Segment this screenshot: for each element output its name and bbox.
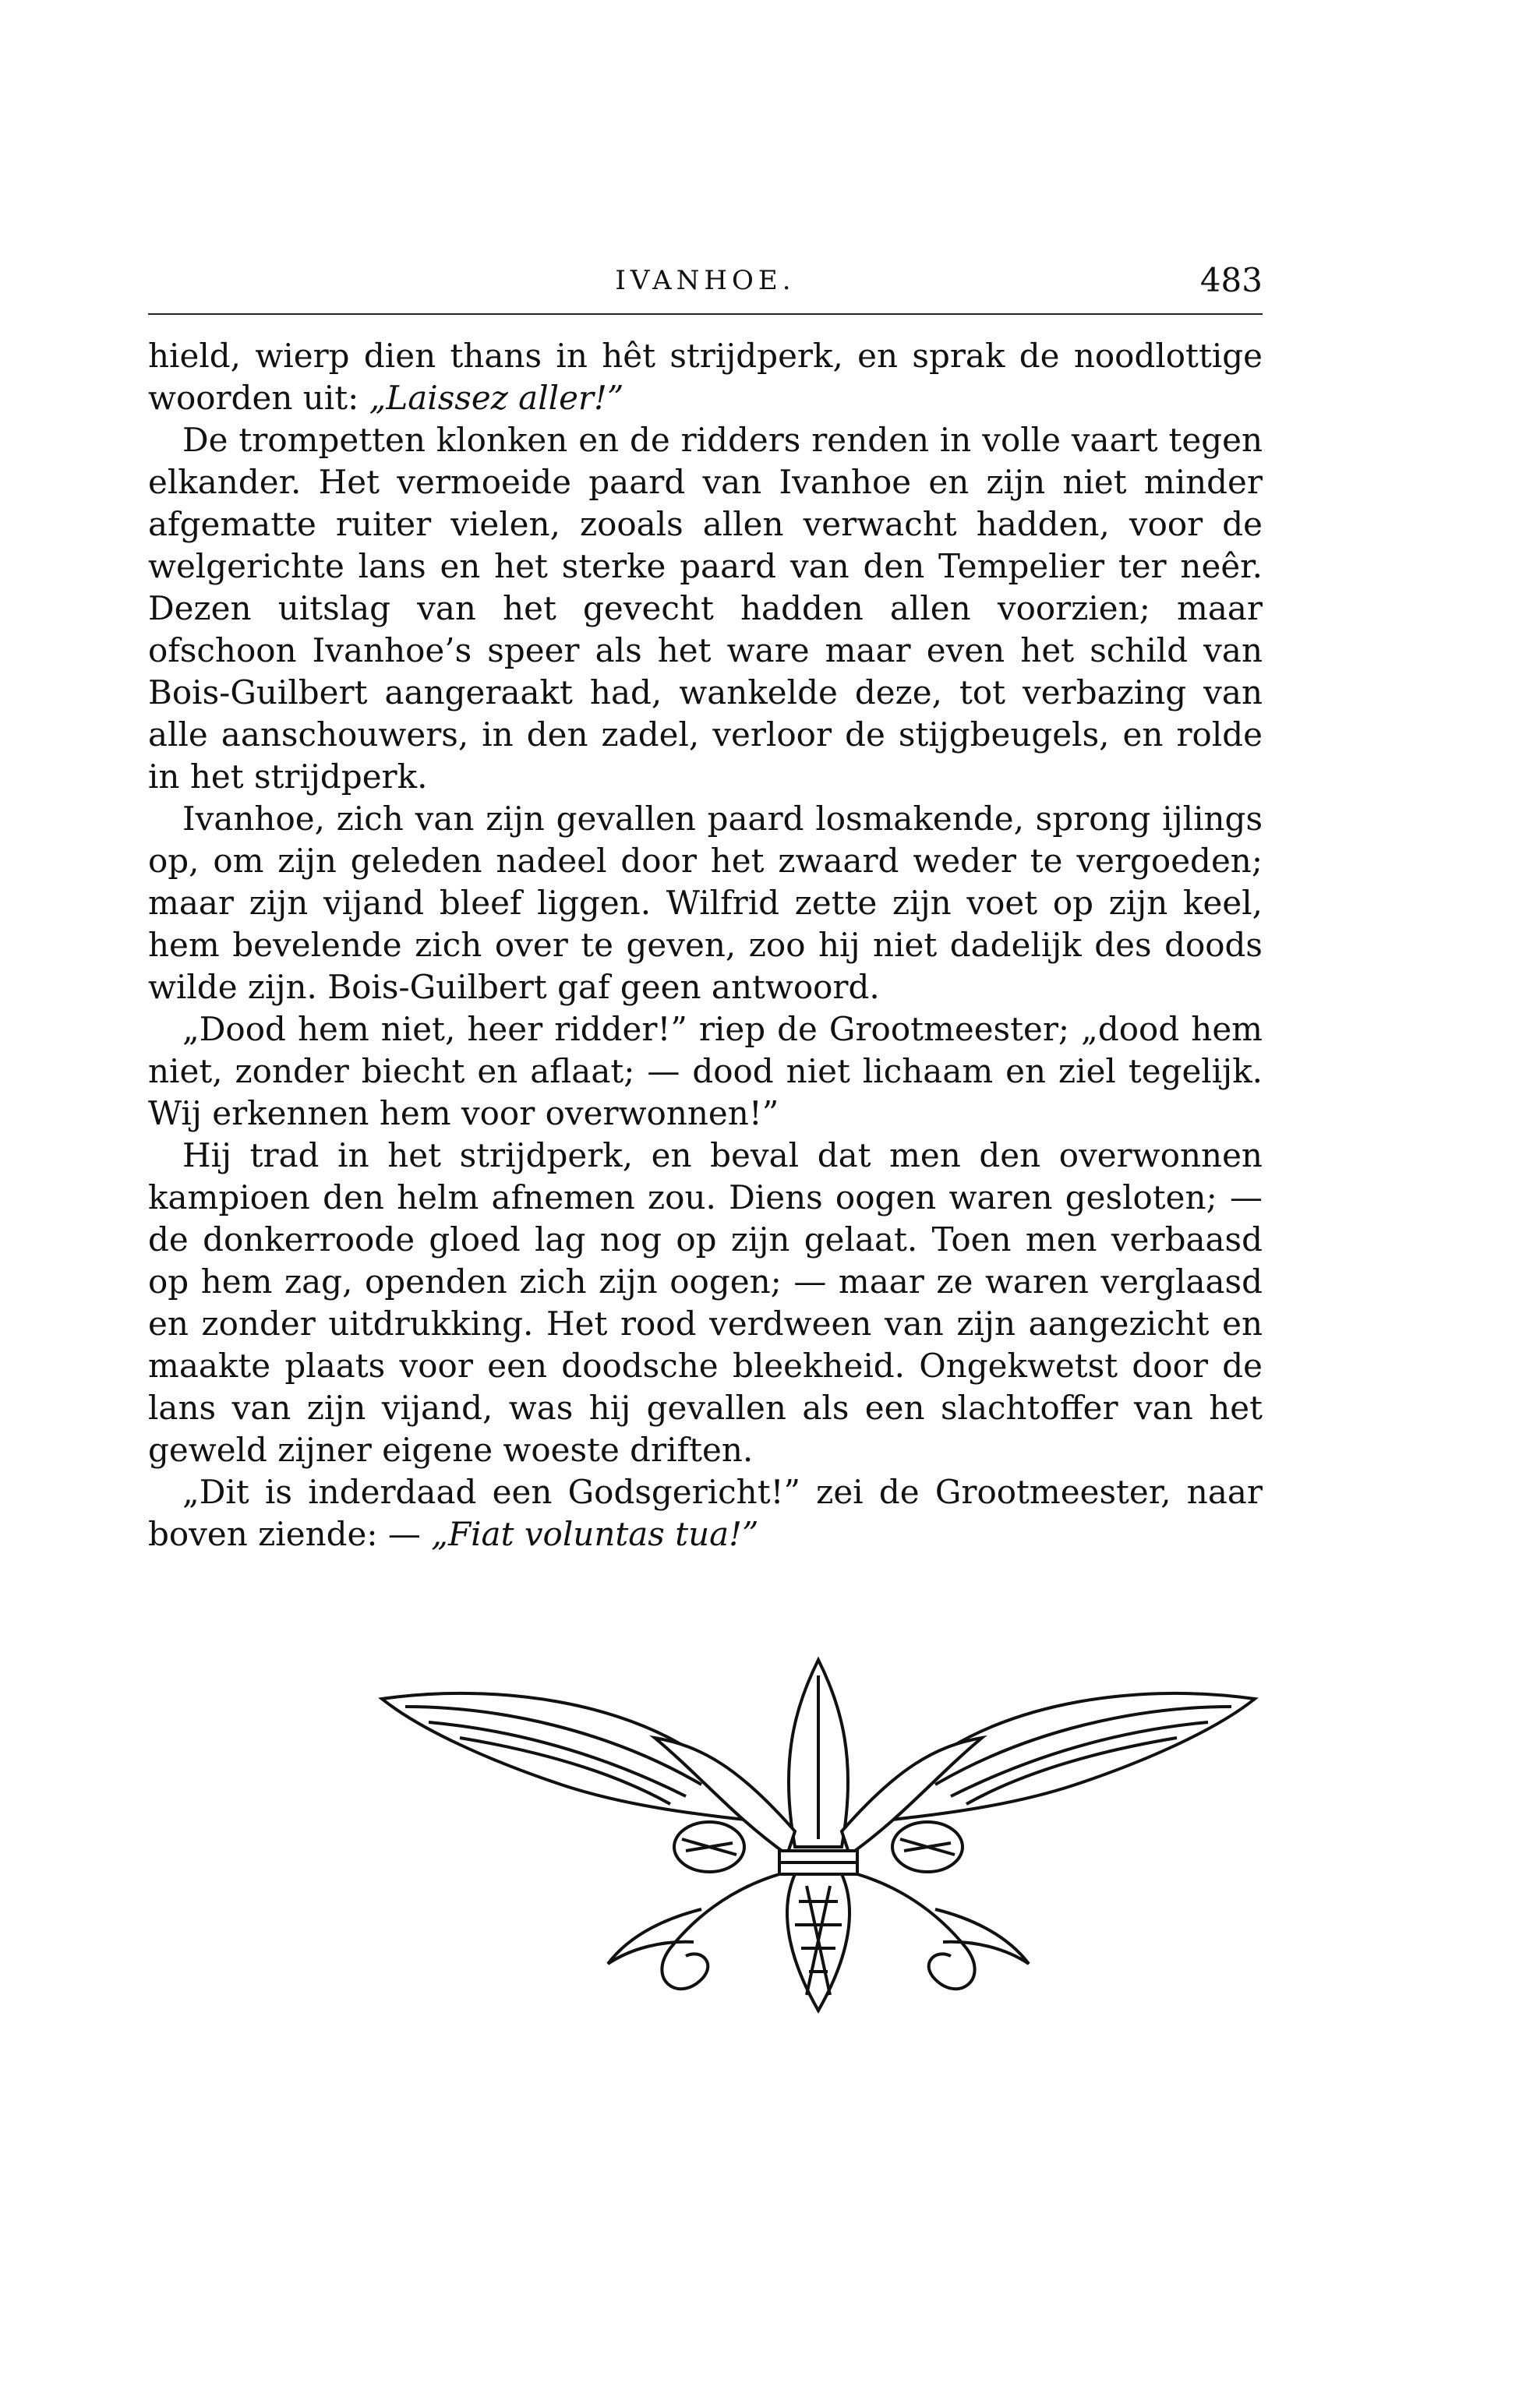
- paragraph: [148, 335, 1263, 419]
- paragraph: „Dood hem niet, heer ridder!” riep de Grootmeester; „dood hem niet, zonder biecht en aflaat; — dood niet lichaam en ziel tegelijk. Wij erkennen hem voor overwonnen!”: [148, 1010, 1263, 1132]
- page-header: [148, 257, 1263, 304]
- paragraph-text: „Dit is inderdaad een Godsgericht!” zei de Grootmeester, naar boven ziende: —: [148, 1473, 1263, 1553]
- running-title: IVANHOE.: [615, 265, 796, 296]
- body-text: [148, 335, 1263, 1555]
- paragraph: Ivanhoe, zich van zijn gevallen paard losmakende, sprong ijlings op, om zijn geleden nadeel door het zwaard weder te vergoeden; maar zijn vijand bleef liggen. Wilfrid zette zijn voet op zijn keel, hem bevelende zich over te geven, zoo hij niet dadelijk des doods wilde zijn. Bois-Guilbert gaf geen antwoord.: [148, 800, 1263, 1006]
- fleur-de-lis-ornament-icon: [374, 1652, 1263, 2018]
- page-number: 483: [1199, 261, 1263, 299]
- header-rule: [148, 313, 1263, 315]
- italic-phrase: „Laissez aller!”: [369, 379, 624, 417]
- paragraph-text: hield, wierp dien thans in hêt strijdperk, en sprak de noodlottige woorden uit:: [148, 337, 1263, 417]
- paragraph: Hij trad in het strijdperk, en beval dat men den overwonnen kampioen den helm afnemen zou. Diens oogen waren gesloten; — de donkerroode gloed lag nog op zijn gelaat. Toen men verbaasd op hem zag, openden zich zijn oogen; — maar ze waren verglaasd en zonder uitdrukking. Het rood verdween van zijn aangezicht en maakte plaats voor een doodsche bleekheid. Ongekwetst door de lans van zijn vijand, was hij gevallen als een slachtoffer van het geweld zijner eigene woeste driften.: [148, 1136, 1263, 1469]
- paragraph: [148, 1471, 1263, 1555]
- paragraph: De trompetten klonken en de ridders renden in volle vaart tegen elkander. Het vermoeide paard van Ivanhoe en zijn niet minder afgematte ruiter vielen, zooals allen verwacht hadden, voor de welgerichte lans en het sterke paard van den Tempelier ter neêr. Dezen uitslag van het gevecht hadden allen voorzien; maar ofschoon Ivanhoe’s speer als het ware maar even het schild van Bois-Guilbert aangeraakt had, wankelde deze, tot verbazing van alle aanschouwers, in den zadel, verloor de stijgbeugels, en rolde in het strijdperk.: [148, 421, 1263, 796]
- italic-phrase: „Fiat voluntas tua!”: [431, 1515, 759, 1553]
